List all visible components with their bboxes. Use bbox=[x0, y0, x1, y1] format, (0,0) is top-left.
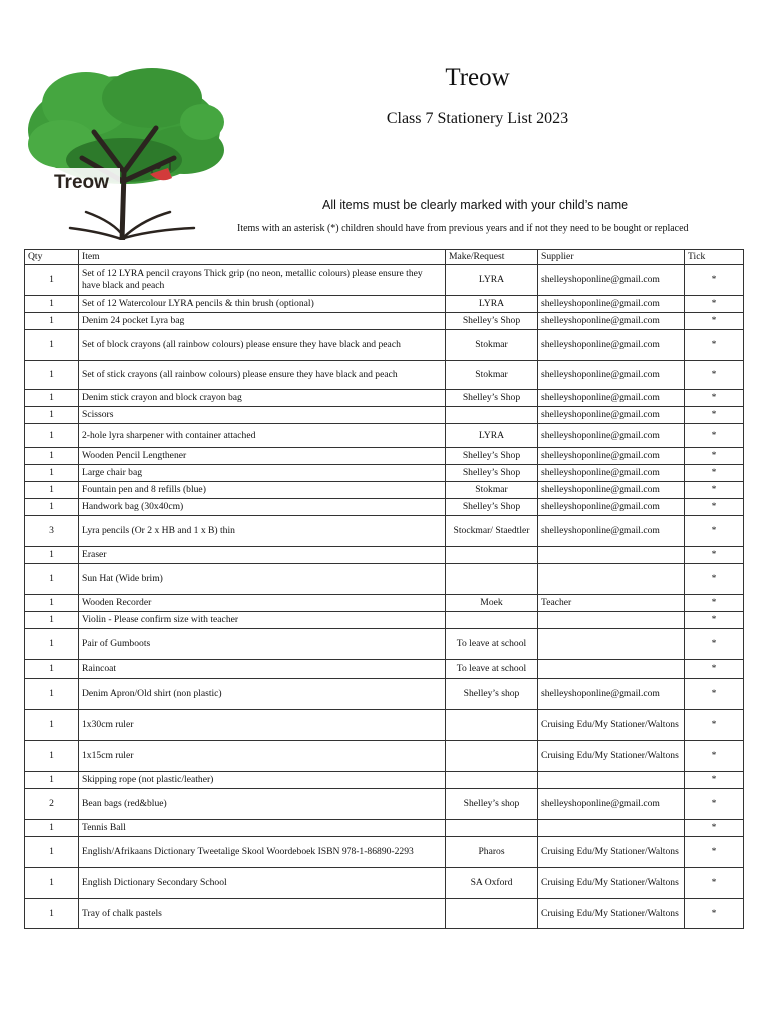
table-row bbox=[25, 868, 744, 899]
cell-qty: 1 bbox=[25, 407, 79, 424]
cell-supplier: shelleyshoponline@gmail.com bbox=[538, 265, 685, 296]
cell-item: Denim stick crayon and block crayon bag bbox=[79, 390, 446, 407]
cell-qty: 1 bbox=[25, 390, 79, 407]
cell-tick: * bbox=[685, 296, 744, 313]
table-row bbox=[25, 313, 744, 330]
cell-supplier: Cruising Edu/My Stationer/Waltons bbox=[538, 868, 685, 899]
cell-supplier: shelleyshoponline@gmail.com bbox=[538, 330, 685, 361]
cell-qty: 1 bbox=[25, 330, 79, 361]
cell-make bbox=[446, 820, 538, 837]
cell-qty: 1 bbox=[25, 296, 79, 313]
cell-make: Shelley’s Shop bbox=[446, 448, 538, 465]
cell-qty: 1 bbox=[25, 772, 79, 789]
cell-supplier: Cruising Edu/My Stationer/Waltons bbox=[538, 837, 685, 868]
cell-supplier bbox=[538, 629, 685, 660]
school-name: Treow bbox=[445, 64, 510, 91]
table-row bbox=[25, 465, 744, 482]
cell-qty: 2 bbox=[25, 789, 79, 820]
cell-supplier: Cruising Edu/My Stationer/Waltons bbox=[538, 741, 685, 772]
cell-make bbox=[446, 772, 538, 789]
cell-tick: * bbox=[685, 612, 744, 629]
header-supplier: Supplier bbox=[538, 250, 685, 265]
table-header-row bbox=[25, 250, 744, 265]
cell-item: Set of stick crayons (all rainbow colours) please ensure they have black and peach bbox=[79, 361, 446, 390]
cell-supplier: shelleyshoponline@gmail.com bbox=[538, 424, 685, 448]
cell-supplier: shelleyshoponline@gmail.com bbox=[538, 465, 685, 482]
cell-make: Shelley’s shop bbox=[446, 789, 538, 820]
cell-make: Stokmar bbox=[446, 330, 538, 361]
table-row bbox=[25, 448, 744, 465]
cell-make bbox=[446, 564, 538, 595]
cell-item: Violin - Please confirm size with teacher bbox=[79, 612, 446, 629]
table-row bbox=[25, 679, 744, 710]
table-row bbox=[25, 612, 744, 629]
cell-item: Denim Apron/Old shirt (non plastic) bbox=[79, 679, 446, 710]
cell-item: Handwork bag (30x40cm) bbox=[79, 499, 446, 516]
cell-item: Bean bags (red&blue) bbox=[79, 789, 446, 820]
cell-make: To leave at school bbox=[446, 629, 538, 660]
cell-item: 1x30cm ruler bbox=[79, 710, 446, 741]
cell-item: Set of block crayons (all rainbow colours) please ensure they have black and peach bbox=[79, 330, 446, 361]
table-row bbox=[25, 772, 744, 789]
cell-make bbox=[446, 710, 538, 741]
table-row bbox=[25, 482, 744, 499]
cell-supplier: shelleyshoponline@gmail.com bbox=[538, 482, 685, 499]
cell-tick: * bbox=[685, 361, 744, 390]
cell-qty: 1 bbox=[25, 482, 79, 499]
cell-tick: * bbox=[685, 837, 744, 868]
cell-item: Wooden Recorder bbox=[79, 595, 446, 612]
cell-make bbox=[446, 741, 538, 772]
cell-make bbox=[446, 547, 538, 564]
table-row bbox=[25, 660, 744, 679]
logo-wordmark: Treow bbox=[54, 172, 109, 193]
cell-make: Stokmar bbox=[446, 361, 538, 390]
cell-qty: 1 bbox=[25, 465, 79, 482]
table-row bbox=[25, 595, 744, 612]
cell-supplier: shelleyshoponline@gmail.com bbox=[538, 516, 685, 547]
table-row bbox=[25, 629, 744, 660]
cell-item: Set of 12 Watercolour LYRA pencils & thin brush (optional) bbox=[79, 296, 446, 313]
header-make: Make/Request bbox=[446, 250, 538, 265]
cell-supplier: shelleyshoponline@gmail.com bbox=[538, 448, 685, 465]
table-body bbox=[25, 265, 744, 929]
cell-item: Large chair bag bbox=[79, 465, 446, 482]
header-item: Item bbox=[79, 250, 446, 265]
cell-item: Scissors bbox=[79, 407, 446, 424]
cell-item: English Dictionary Secondary School bbox=[79, 868, 446, 899]
cell-item: Skipping rope (not plastic/leather) bbox=[79, 772, 446, 789]
cell-supplier: Teacher bbox=[538, 595, 685, 612]
cell-qty: 1 bbox=[25, 564, 79, 595]
cell-tick: * bbox=[685, 330, 744, 361]
cell-supplier: shelleyshoponline@gmail.com bbox=[538, 679, 685, 710]
cell-make: LYRA bbox=[446, 296, 538, 313]
table-row bbox=[25, 516, 744, 547]
page-title: Class 7 Stationery List 2023 bbox=[386, 110, 569, 127]
cell-supplier bbox=[538, 660, 685, 679]
cell-item: Pair of Gumboots bbox=[79, 629, 446, 660]
cell-qty: 1 bbox=[25, 361, 79, 390]
table-row bbox=[25, 265, 744, 296]
cell-tick: * bbox=[685, 482, 744, 499]
cell-tick: * bbox=[685, 547, 744, 564]
cell-tick: * bbox=[685, 789, 744, 820]
cell-item: Lyra pencils (Or 2 x HB and 1 x B) thin bbox=[79, 516, 446, 547]
cell-supplier bbox=[538, 772, 685, 789]
cell-supplier: shelleyshoponline@gmail.com bbox=[538, 390, 685, 407]
cell-supplier: shelleyshoponline@gmail.com bbox=[538, 361, 685, 390]
cell-supplier: shelleyshoponline@gmail.com bbox=[538, 407, 685, 424]
cell-supplier: Cruising Edu/My Stationer/Waltons bbox=[538, 710, 685, 741]
cell-make: Pharos bbox=[446, 837, 538, 868]
cell-qty: 1 bbox=[25, 612, 79, 629]
cell-make bbox=[446, 407, 538, 424]
asterisk-note: Items with an asterisk (*) children should have from previous years and if not they need to be bought or replaced bbox=[237, 223, 689, 234]
cell-item: Sun Hat (Wide brim) bbox=[79, 564, 446, 595]
table-row bbox=[25, 361, 744, 390]
cell-item: Denim 24 pocket Lyra bag bbox=[79, 313, 446, 330]
school-logo bbox=[24, 62, 228, 240]
cell-qty: 1 bbox=[25, 899, 79, 929]
table-row bbox=[25, 424, 744, 448]
cell-qty: 1 bbox=[25, 741, 79, 772]
table-row bbox=[25, 899, 744, 929]
cell-make: Shelley’s Shop bbox=[446, 465, 538, 482]
cell-tick: * bbox=[685, 407, 744, 424]
cell-qty: 1 bbox=[25, 629, 79, 660]
cell-item: Tennis Ball bbox=[79, 820, 446, 837]
cell-tick: * bbox=[685, 424, 744, 448]
cell-tick: * bbox=[685, 899, 744, 929]
cell-item: Raincoat bbox=[79, 660, 446, 679]
cell-tick: * bbox=[685, 679, 744, 710]
cell-make: Stokmar bbox=[446, 482, 538, 499]
table-row bbox=[25, 820, 744, 837]
cell-make: Shelley’s Shop bbox=[446, 313, 538, 330]
cell-make: Stockmar/ Staedtler bbox=[446, 516, 538, 547]
header-qty: Qty bbox=[25, 250, 79, 265]
cell-qty: 1 bbox=[25, 595, 79, 612]
cell-supplier: Cruising Edu/My Stationer/Waltons bbox=[538, 899, 685, 929]
stationery-table bbox=[24, 249, 744, 929]
cell-item: Eraser bbox=[79, 547, 446, 564]
cell-tick: * bbox=[685, 741, 744, 772]
cell-qty: 1 bbox=[25, 710, 79, 741]
cell-tick: * bbox=[685, 595, 744, 612]
table-row bbox=[25, 564, 744, 595]
table-row bbox=[25, 710, 744, 741]
table-row bbox=[25, 390, 744, 407]
table-row bbox=[25, 789, 744, 820]
cell-tick: * bbox=[685, 564, 744, 595]
cell-tick: * bbox=[685, 499, 744, 516]
cell-tick: * bbox=[685, 820, 744, 837]
cell-qty: 3 bbox=[25, 516, 79, 547]
cell-item: Set of 12 LYRA pencil crayons Thick grip (no neon, metallic colours) please ensure they have black and peach bbox=[79, 265, 446, 296]
table-row bbox=[25, 499, 744, 516]
cell-item: Fountain pen and 8 refills (blue) bbox=[79, 482, 446, 499]
cell-qty: 1 bbox=[25, 448, 79, 465]
cell-supplier: shelleyshoponline@gmail.com bbox=[538, 296, 685, 313]
cell-qty: 1 bbox=[25, 499, 79, 516]
cell-supplier bbox=[538, 547, 685, 564]
cell-tick: * bbox=[685, 710, 744, 741]
cell-make: Moek bbox=[446, 595, 538, 612]
cell-qty: 1 bbox=[25, 820, 79, 837]
cell-qty: 1 bbox=[25, 837, 79, 868]
cell-qty: 1 bbox=[25, 547, 79, 564]
cell-tick: * bbox=[685, 516, 744, 547]
cell-item: 2-hole lyra sharpener with container attached bbox=[79, 424, 446, 448]
cell-tick: * bbox=[685, 629, 744, 660]
cell-make: LYRA bbox=[446, 265, 538, 296]
cell-make: To leave at school bbox=[446, 660, 538, 679]
table-row bbox=[25, 547, 744, 564]
cell-supplier: shelleyshoponline@gmail.com bbox=[538, 499, 685, 516]
cell-make: Shelley’s Shop bbox=[446, 390, 538, 407]
cell-qty: 1 bbox=[25, 424, 79, 448]
cell-tick: * bbox=[685, 660, 744, 679]
cell-qty: 1 bbox=[25, 868, 79, 899]
cell-tick: * bbox=[685, 265, 744, 296]
cell-supplier: shelleyshoponline@gmail.com bbox=[538, 313, 685, 330]
cell-make: Shelley’s Shop bbox=[446, 499, 538, 516]
cell-qty: 1 bbox=[25, 679, 79, 710]
cell-tick: * bbox=[685, 868, 744, 899]
cell-qty: 1 bbox=[25, 265, 79, 296]
cell-supplier bbox=[538, 564, 685, 595]
cell-qty: 1 bbox=[25, 660, 79, 679]
cell-item: Tray of chalk pastels bbox=[79, 899, 446, 929]
table-row bbox=[25, 837, 744, 868]
table-row bbox=[25, 330, 744, 361]
cell-tick: * bbox=[685, 313, 744, 330]
cell-supplier bbox=[538, 820, 685, 837]
cell-make bbox=[446, 612, 538, 629]
cell-qty: 1 bbox=[25, 313, 79, 330]
table-row bbox=[25, 407, 744, 424]
marking-note: All items must be clearly marked with your child’s name bbox=[322, 198, 629, 212]
cell-tick: * bbox=[685, 465, 744, 482]
cell-item: English/Afrikaans Dictionary Tweetalige Skool Woordeboek ISBN 978-1-86890-2293 bbox=[79, 837, 446, 868]
cell-make: Shelley’s shop bbox=[446, 679, 538, 710]
cell-make bbox=[446, 899, 538, 929]
cell-make: SA Oxford bbox=[446, 868, 538, 899]
cell-tick: * bbox=[685, 772, 744, 789]
cell-make: LYRA bbox=[446, 424, 538, 448]
cell-item: Wooden Pencil Lengthener bbox=[79, 448, 446, 465]
header-tick: Tick bbox=[685, 250, 744, 265]
table-row bbox=[25, 296, 744, 313]
cell-supplier bbox=[538, 612, 685, 629]
cell-supplier: shelleyshoponline@gmail.com bbox=[538, 789, 685, 820]
cell-item: 1x15cm ruler bbox=[79, 741, 446, 772]
table-row bbox=[25, 741, 744, 772]
cell-tick: * bbox=[685, 390, 744, 407]
cell-tick: * bbox=[685, 448, 744, 465]
